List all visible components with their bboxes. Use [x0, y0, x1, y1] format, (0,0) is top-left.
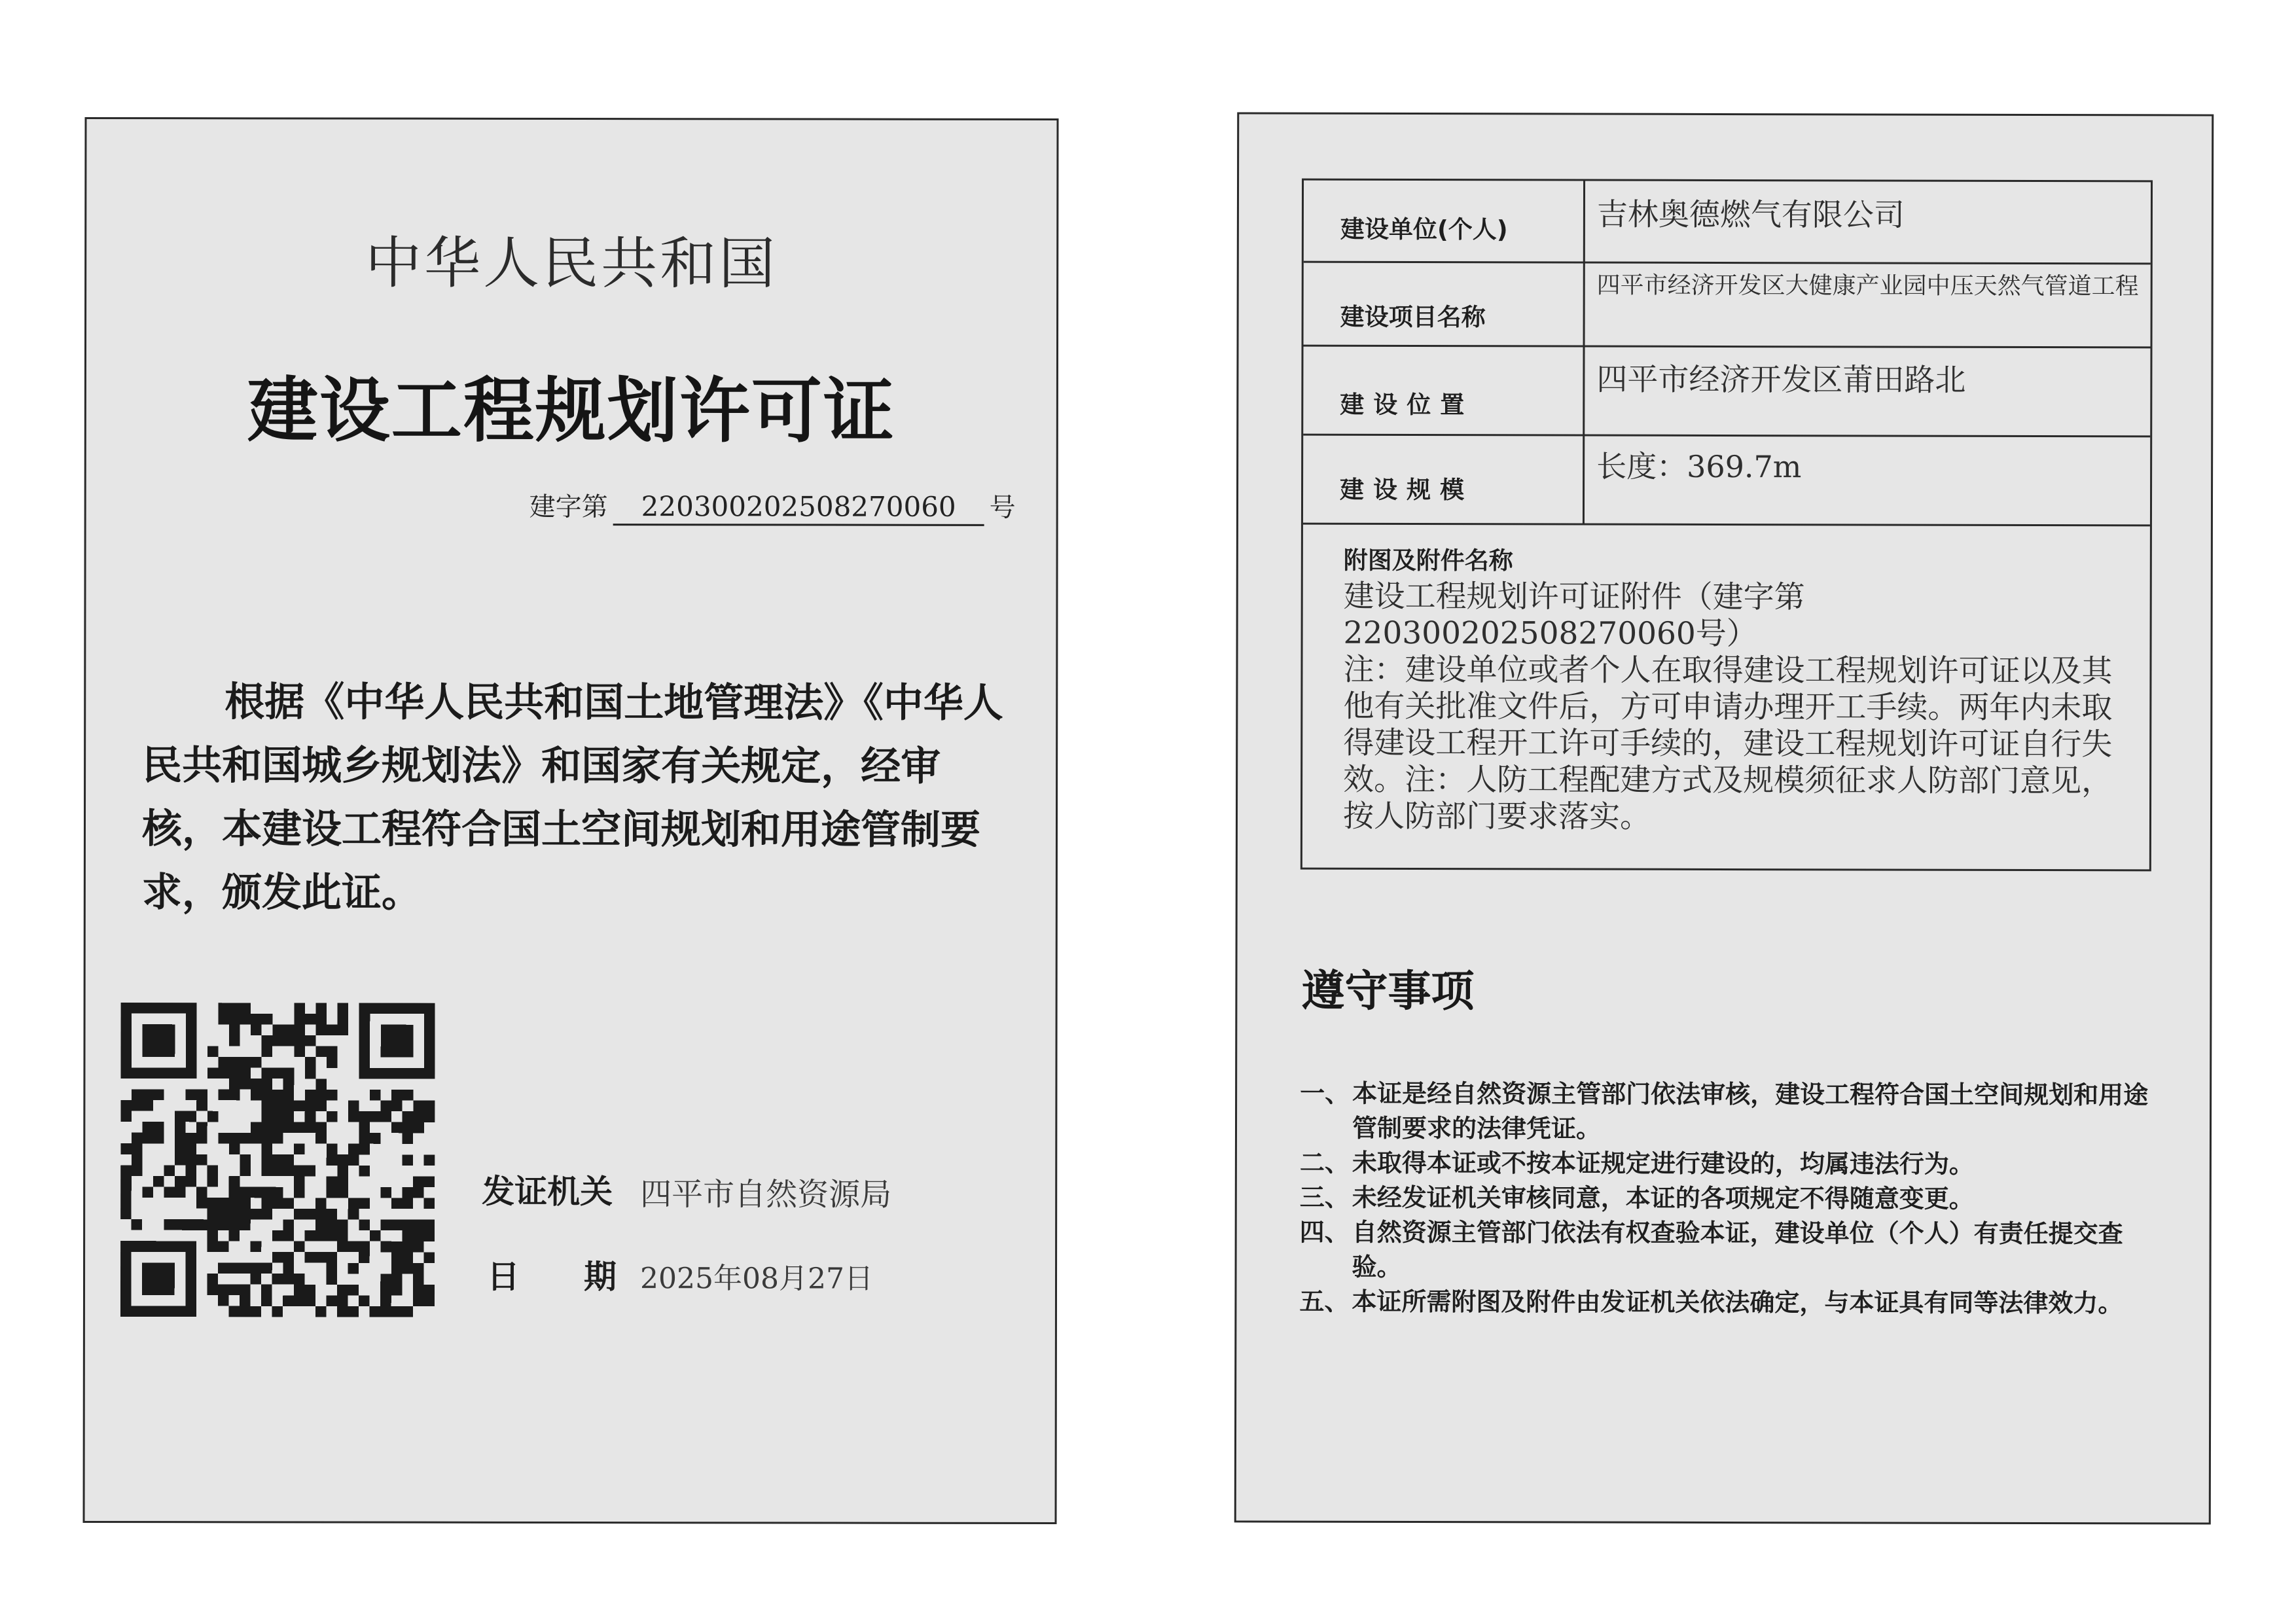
cert-number-suffix: 号: [989, 492, 1016, 523]
attachments-section: [1343, 541, 2129, 837]
qr-code-icon: [120, 1003, 435, 1317]
unit-value: 吉林奥德燃气有限公司: [1596, 196, 1905, 234]
issuer-label: 发证机关: [482, 1172, 613, 1211]
scale-label: 建设规模: [1303, 436, 1585, 524]
notice-item: [1300, 1077, 2170, 1148]
notice-number: 二、: [1299, 1148, 1350, 1177]
table-row-location: [1303, 347, 2150, 438]
project-value: 四平市经济开发区大健康产业园中压天然气管道工程: [1596, 272, 2139, 300]
certificate-number-row: [529, 486, 1016, 526]
location-value: 四平市经济开发区莆田路北: [1596, 361, 1966, 399]
country-title: 中华人民共和国: [365, 230, 778, 297]
notice-text: 本证是经自然资源主管部门依法审核，建设工程符合国土空间规划和用途管制要求的法律凭证。: [1352, 1079, 2149, 1143]
notice-number: 三、: [1299, 1183, 1350, 1212]
attachments-value: 建设工程规划许可证附件（建字第220300202508270060号）: [1343, 578, 1805, 652]
legal-basis-paragraph: 根据《中华人民共和国土地管理法》《中华人民共和国城乡规划法》和国家有关规定，经审核，本建设工程符合国土空间规划和用途管制要求，颁发此证。: [141, 679, 1003, 916]
certificate-back-page: [1234, 112, 2214, 1524]
notice-number: 一、: [1300, 1079, 1350, 1108]
notice-text: 本证所需附图及附件由发证机关依法确定，与本证具有同等法律效力。: [1352, 1287, 2123, 1318]
project-label: 建设项目名称: [1304, 263, 1585, 346]
table-row-unit: [1304, 181, 2151, 265]
certificate-number: 220300202508270060: [613, 490, 984, 526]
table-row-project: [1304, 263, 2151, 349]
notice-item: [1300, 1181, 2170, 1217]
table-row-scale: [1303, 436, 2150, 527]
notice-number: 四、: [1299, 1217, 1350, 1247]
date-label-char-1: 日: [486, 1257, 520, 1296]
notice-text: 未取得本证或不按本证规定进行建设的，均属违法行为。: [1352, 1148, 1974, 1179]
notice-item: [1300, 1215, 2170, 1287]
notice-text: 未经发证机关审核同意，本证的各项规定不得随意变更。: [1352, 1183, 1974, 1213]
certificate-title: 建设工程规划许可证: [247, 370, 895, 453]
attachments-note: 注：建设单位或者个人在取得建设工程规划许可证以及其他有关批准文件后，方可申请办理开工手续。两年内未取得建设工程开工许可手续的，建设工程规划许可证自行失效。注：人防工程配建方式及规模须征求人防部门意见，按人防部门要求落实。: [1342, 651, 2113, 835]
date-label-char-2: 期: [583, 1258, 617, 1296]
notice-item: [1300, 1146, 2170, 1183]
certificate-front-page: [83, 117, 1059, 1524]
notice-text: 自然资源主管部门依法有权查验本证，建设单位（个人）有责任提交查验。: [1352, 1217, 2123, 1281]
issue-date: 2025年08月27日: [639, 1262, 874, 1296]
notice-title: 遵守事项: [1301, 965, 1475, 1017]
attachments-label: 附图及附件名称: [1343, 546, 1513, 575]
unit-label: 建设单位(个人): [1304, 181, 1585, 262]
notice-number: 五、: [1299, 1287, 1350, 1316]
issuer-value: 四平市自然资源局: [640, 1176, 892, 1213]
project-info-table: [1300, 179, 2153, 872]
scale-value: 长度：369.7m: [1596, 448, 1802, 485]
location-label: 建设位置: [1303, 347, 1585, 435]
notice-list: [1299, 1077, 2170, 1321]
notice-item: [1299, 1285, 2170, 1321]
cert-number-prefix: 建字第: [529, 491, 608, 523]
